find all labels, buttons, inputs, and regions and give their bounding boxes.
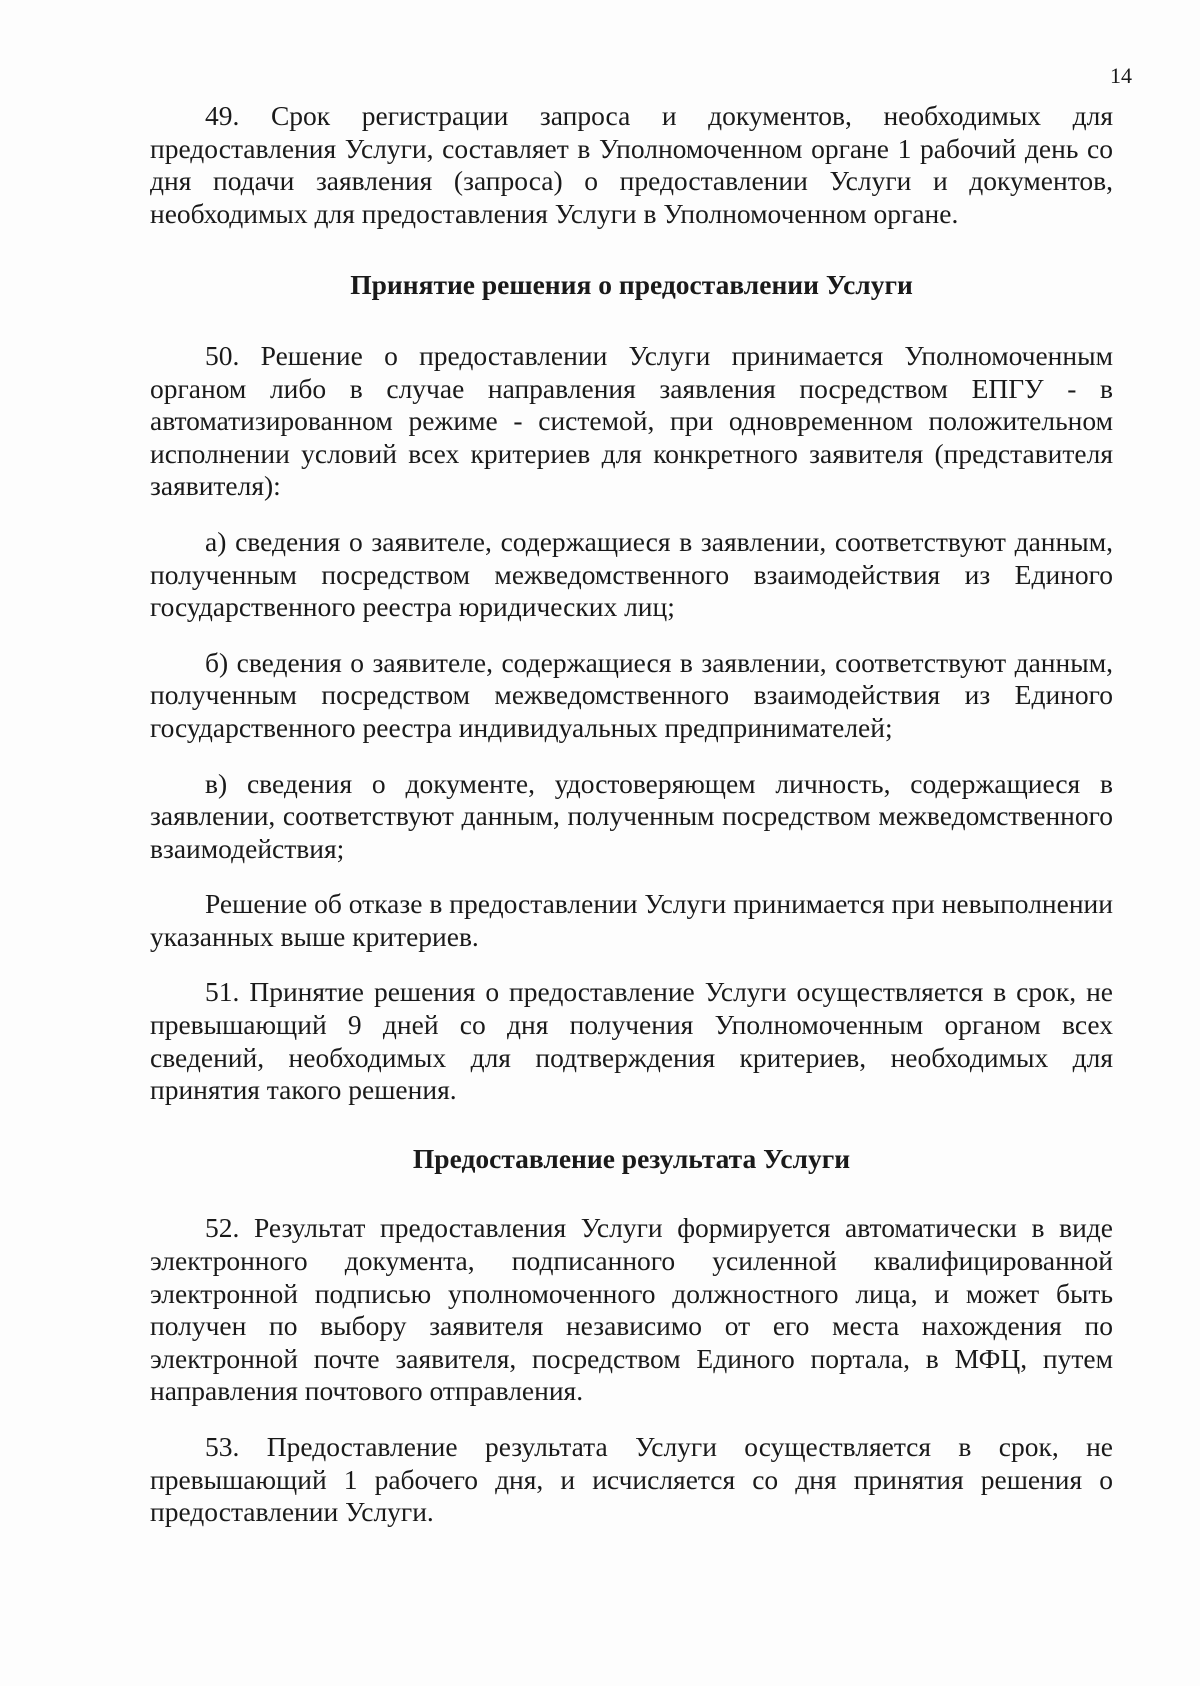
section-heading-decision: Принятие решения о предоставлении Услуги [350,269,913,301]
paragraph-refusal: Решение об отказе в предоставлении Услуги принимается при невыполнении указанных выше критериев. [150,888,1113,952]
document-body [150,100,1113,1529]
paragraph-51: 51. Принятие решения о предоставление Услуги осуществляется в срок, не превышающий 9 дней со дня получения Уполномоченным органом всех сведений, необходимых для подтверждения критериев, необходимых для принятия такого решения. [150,976,1113,1106]
paragraph-50: 50. Решение о предоставлении Услуги принимается Уполномоченным органом либо в случае направления заявления посредством ЕПГУ - в автоматизированном режиме - системой, при одновременном положительном исполнении условий всех критериев для конкретного заявителя (представителя заявителя): [150,339,1113,502]
paragraph-50-b: б) сведения о заявителе, содержащиеся в заявлении, соответствуют данным, полученным посредством межведомственного взаимодействия из Единого государственного реестра индивидуальных предпринимателей; [150,646,1113,743]
paragraph-50-c: в) сведения о документе, удостоверяющем личность, содержащиеся в заявлении, соответствуют данным, полученным посредством межведомственного взаимодействия; [150,767,1113,864]
paragraph-50-a: а) сведения о заявителе, содержащиеся в заявлении, соответствуют данным, полученным посредством межведомственного взаимодействия из Единого государственного реестра юридических лиц; [150,525,1113,623]
paragraph-52: 52. Результат предоставления Услуги формируется автоматически в виде электронного документа, подписанного усиленной квалифицированной электронной подписью уполномоченного должностного лица, и может быть получен по выбору заявителя независимо от его места нахождения по электронной почте заявителя, посредством Единого портала, в МФЦ, путем направления почтового отправления. [150,1212,1113,1407]
paragraph-53: 53. Предоставление результата Услуги осуществляется в срок, не превышающий 1 рабочего дня, и исчисляется со дня принятия решения о предоставлении Услуги. [150,1431,1113,1528]
section-heading-result: Предоставление результата Услуги [412,1142,851,1174]
paragraph-49: 49. Срок регистрации запроса и документов, необходимых для предоставления Услуги, составляет в Уполномоченном органе 1 рабочий день со дня подачи заявления (запроса) о предоставлении Услуги и документов, необходимых для предоставления Услуги в Уполномоченном органе. [150,100,1113,229]
page-number: 14 [1110,63,1132,88]
